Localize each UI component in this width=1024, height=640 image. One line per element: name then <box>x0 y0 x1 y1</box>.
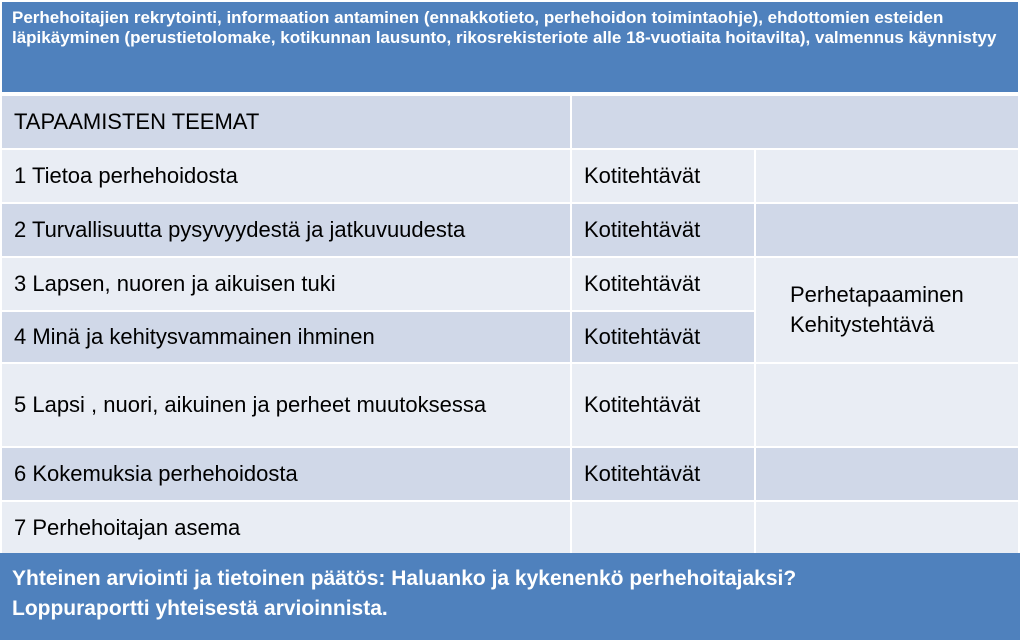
table-title: TAPAAMISTEN TEEMAT <box>14 109 260 134</box>
footer-banner <box>0 553 1020 640</box>
merged-note-cell <box>754 256 1020 364</box>
table-row <box>0 310 572 364</box>
header-banner <box>0 0 1020 94</box>
table-row <box>0 446 572 502</box>
task-label: Kotitehtävät <box>584 324 701 349</box>
task-cell <box>570 362 756 448</box>
table-title-cell <box>0 94 572 150</box>
merged-note-line2: Kehitystehtävä <box>790 312 935 337</box>
theme-label: 3 Lapsen, nuoren ja aikuisen tuki <box>14 271 336 296</box>
note-cell <box>754 500 1020 555</box>
merged-note-line1: Perhetapaaminen <box>790 282 964 307</box>
table-row <box>0 256 572 312</box>
theme-label: 5 Lapsi , nuori, aikuinen ja perheet muutoksessa <box>14 392 487 417</box>
theme-label: 4 Minä ja kehitysvammainen ihminen <box>14 324 375 349</box>
theme-label: 6 Kokemuksia perhehoidosta <box>14 461 298 486</box>
header-text: Perhehoitajien rekrytointi, informaation antaminen (ennakkotieto, perhehoidon toimintaohje), ehdottomien esteiden läpikäyminen (perustietolomake, kotikunnan lausunto, rikosrekisteriote alle 18-vuotiaita hoitavilta), valmennus käynnistyy <box>12 8 997 47</box>
table-title-empty-cell <box>570 94 1020 150</box>
task-label: Kotitehtävät <box>584 461 701 486</box>
theme-label: 2 Turvallisuutta pysyvyydestä ja jatkuvuudesta <box>14 217 466 242</box>
task-label: Kotitehtävät <box>584 392 701 417</box>
note-cell <box>754 148 1020 204</box>
task-label: Kotitehtävät <box>584 217 701 242</box>
theme-label: 1 Tietoa perhehoidosta <box>14 163 238 188</box>
table-row <box>0 202 572 258</box>
table-row <box>0 148 572 204</box>
task-cell <box>570 256 756 312</box>
task-cell <box>570 202 756 258</box>
footer-line1: Yhteinen arviointi ja tietoinen päätös: Haluanko ja kykenenkö perhehoitajaksi? <box>12 567 797 590</box>
table-row <box>0 362 572 448</box>
note-cell <box>754 446 1020 502</box>
task-label: Kotitehtävät <box>584 163 701 188</box>
task-cell <box>570 148 756 204</box>
task-cell <box>570 500 756 555</box>
note-cell <box>754 362 1020 448</box>
theme-label: 7 Perhehoitajan asema <box>14 514 241 540</box>
right-frame-edge <box>1020 0 1024 640</box>
footer-line2: Loppuraportti yhteisestä arvioinnista. <box>12 597 388 620</box>
merged-note <box>790 280 964 340</box>
task-label: Kotitehtävät <box>584 271 701 296</box>
task-cell <box>570 310 756 364</box>
note-cell <box>754 202 1020 258</box>
table-row <box>0 500 572 555</box>
task-cell <box>570 446 756 502</box>
